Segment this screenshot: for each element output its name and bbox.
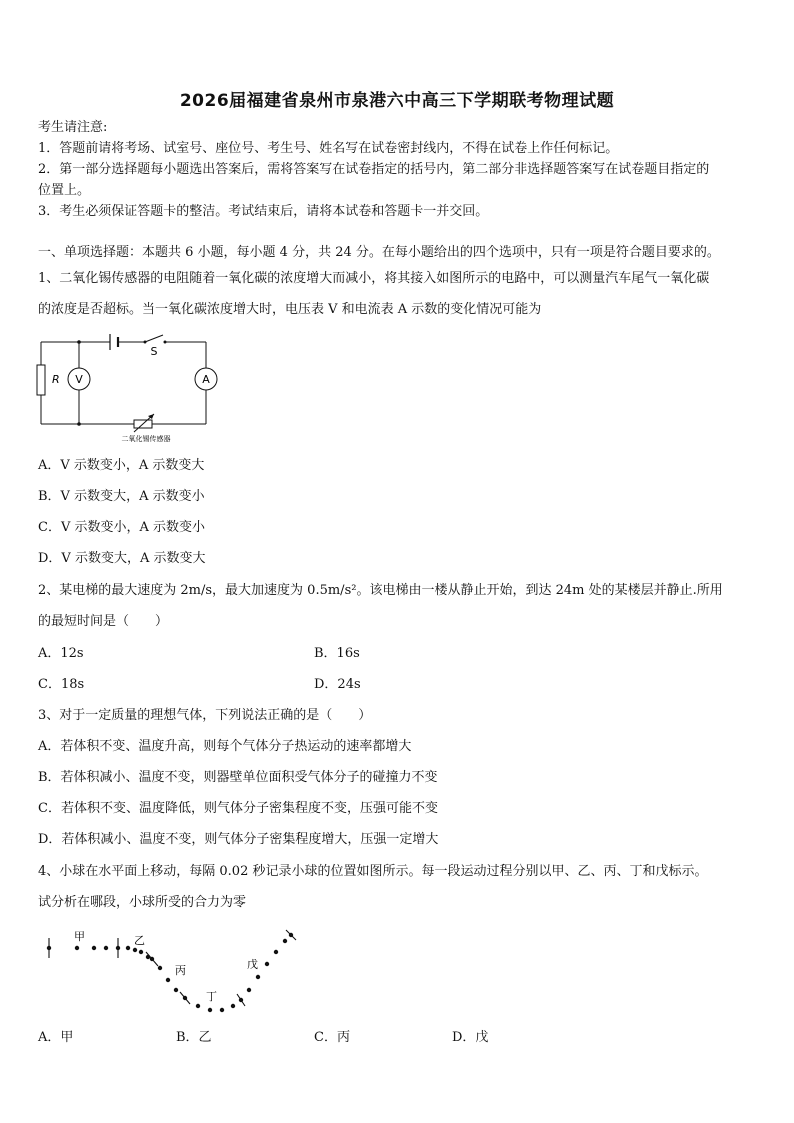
q2-option-b: B．16s xyxy=(314,646,360,661)
q1-label-R: R xyxy=(52,373,60,386)
notice-item-2-cont: 位置上。 xyxy=(38,183,91,198)
q3-option-b: B．若体积减小、温度不变，则器壁单位面积受气体分子的碰撞力不变 xyxy=(38,770,438,785)
q1-label-V: V xyxy=(75,373,83,386)
q3-stem: 3、对于一定质量的理想气体，下列说法正确的是（ ） xyxy=(38,708,372,723)
q2-stem-line1: 2、某电梯的最大速度为 2m/s，最大加速度为 0.5m/s²。该电梯由一楼从静止开始，到达 24m 处的某楼层并静止.所用 xyxy=(38,583,723,598)
q2-option-a: A．12s xyxy=(38,646,84,661)
q1-option-d: D．V 示数变大，A 示数变大 xyxy=(38,551,206,566)
section-heading: 一、单项选择题：本题共 6 小题，每小题 4 分，共 24 分。在每小题给出的四个选项中，只有一项是符合题目要求的。 xyxy=(38,245,720,260)
q4-label-wu: 戊 xyxy=(247,958,258,971)
q1-label-S: S xyxy=(150,345,158,358)
q1-stem-line2: 的浓度是否超标。当一氧化碳浓度增大时，电压表 V 和电流表 A 示数的变化情况可能为 xyxy=(38,302,542,317)
q3-option-a: A．若体积不变、温度升高，则每个气体分子热运动的速率都增大 xyxy=(38,739,412,754)
q4-label-jia: 甲 xyxy=(74,930,85,943)
q1-option-c: C．V 示数变小，A 示数变小 xyxy=(38,520,205,535)
q4-stem-line2: 试分析在哪段，小球所受的合力为零 xyxy=(38,895,247,910)
q1-stem-line1: 1、二氧化锡传感器的电阻随着一氧化碳的浓度增大而减小，将其接入如图所示的电路中，可以测量汽车尾气一氧化碳 xyxy=(38,271,710,286)
notice-item-1: 1．答题前请将考场、试室号、座位号、考生号、姓名写在试卷密封线内，不得在试卷上作任何标记。 xyxy=(38,141,619,156)
q3-option-c: C．若体积不变、温度降低，则气体分子密集程度不变，压强可能不变 xyxy=(38,801,438,816)
q2-stem-line2: 的最短时间是（ ） xyxy=(38,614,169,629)
notice-heading: 考生请注意: xyxy=(38,120,108,135)
q4-label-yi: 乙 xyxy=(134,934,145,947)
q3-option-d: D．若体积减小、温度不变，则气体分子密集程度增大，压强一定增大 xyxy=(38,832,439,847)
q4-option-b: B．乙 xyxy=(176,1030,212,1045)
q4-motion-diagram xyxy=(40,922,310,1022)
page-title: 2026届福建省泉州市泉港六中高三下学期联考物理试题 xyxy=(179,91,615,111)
q4-label-bing: 丙 xyxy=(175,964,186,977)
q1-sensor-caption: 二氧化锡传感器 xyxy=(121,435,171,443)
q2-option-d: D．24s xyxy=(314,677,361,692)
q4-option-c: C．丙 xyxy=(314,1030,350,1045)
notice-item-2: 2．第一部分选择题每小题选出答案后，需将答案写在试卷指定的括号内，第二部分非选择题答案写在试卷题目指定的 xyxy=(38,162,710,177)
q1-option-b: B．V 示数变大，A 示数变小 xyxy=(38,489,205,504)
q1-label-A: A xyxy=(202,373,210,386)
q4-stem-line1: 4、小球在水平面上移动，每隔 0.02 秒记录小球的位置如图所示。每一段运动过程分别以甲、乙、丙、丁和戊标示。 xyxy=(38,864,708,879)
q1-circuit-diagram xyxy=(30,328,230,446)
q1-option-a: A．V 示数变小，A 示数变大 xyxy=(38,458,205,473)
q4-label-ding: 丁 xyxy=(206,990,217,1003)
q4-option-a: A．甲 xyxy=(38,1030,74,1045)
q2-option-c: C．18s xyxy=(38,677,85,692)
notice-item-3: 3．考生必须保证答题卡的整洁。考试结束后，请将本试卷和答题卡一并交回。 xyxy=(38,204,489,219)
q4-option-d: D．戊 xyxy=(452,1030,489,1045)
